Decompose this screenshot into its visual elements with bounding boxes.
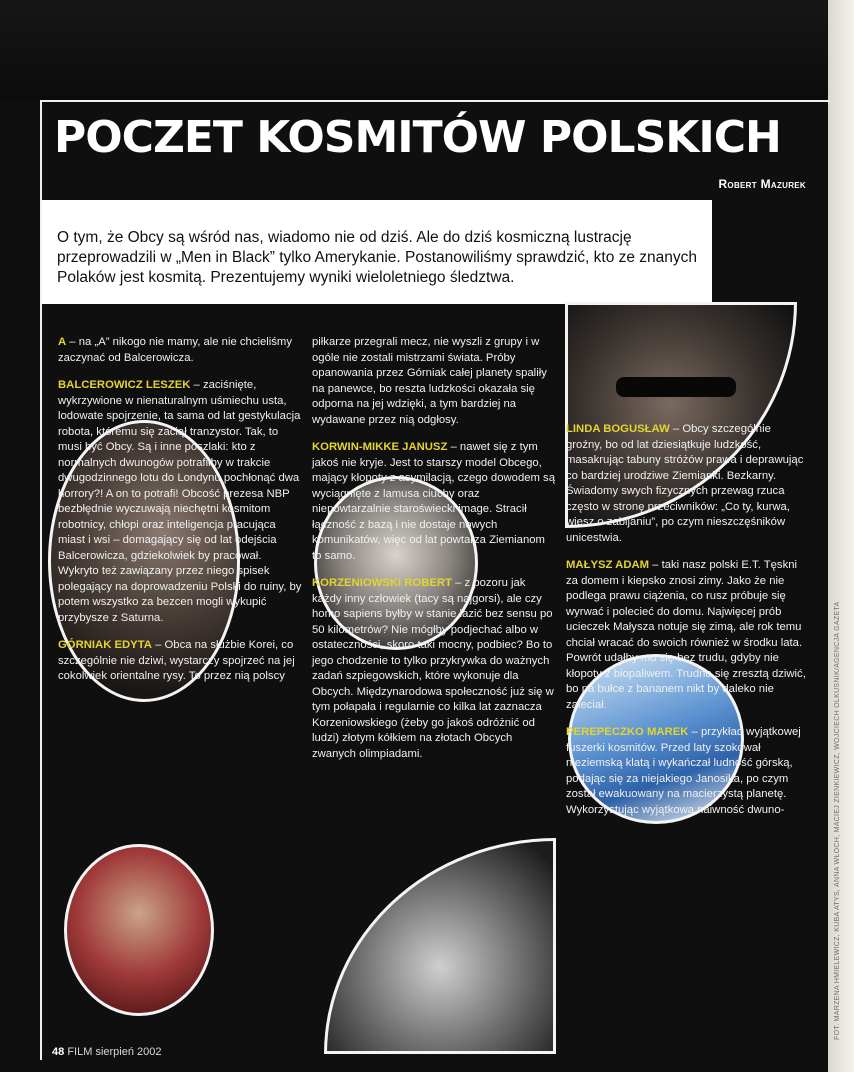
entry-text: piłkarze przegrali mecz, nie wyszli z grupy i w ogóle nie zostali mistrzami świata. Próby opanowania przez Górniak całej planety spaliły na panewce, bo reszta ludzkości okazała się odporna na jej wdzięki, a tym bardziej na wydawane przez nią odgłosy. bbox=[312, 336, 547, 426]
entry-gorniak-cont bbox=[312, 335, 556, 428]
article-title: POCZET KOSMITÓW POLSKICH bbox=[54, 112, 781, 163]
sunglasses-icon bbox=[616, 377, 736, 397]
entry-text: – Obca na służbie Korei, co szczególnie nie dziwi, wystarczy spojrzeć na jej cokolwiek orientalne rysy. To przez nią polscy bbox=[58, 639, 295, 682]
entry-balcerowicz bbox=[58, 378, 302, 626]
entry-perepeczko bbox=[566, 725, 806, 818]
entry-gorniak bbox=[58, 638, 302, 685]
entry-text: – przykład wyjątkowej fuszerki kosmitów. Przed laty szokował nieziemską klatą i wykańczał ludność górską, podając się za niejakiego Janosika, po czym został ewakuowany na macierzystą planetę. Wykorzystując wyjątkową naiwność dwuno- bbox=[566, 726, 801, 816]
entry-text: – zaciśnięte, wykrzywione w nienaturalnym uśmiechu usta, lodowate spojrzenie, ta sama od lat gestykulacja robota, któremu się zaciął tranzystor. Tak, to musi być Obcy. Są i inne poszlaki: kto z normalnych dwunogów potrafiłby w trakcie dwugodzinnego lotu do Londynu pochłonąć dwa horrory?! A on to potrafi! Obcość prezesa NBP bezbłędnie wyczuwają niechętni kosmitom robotnicy, chłopi oraz inteligencja pracująca miast i wsi – domagający się od lat odejścia Balcerowicza, gdziekolwiek by pracował. Wykryto też zawiązany przez niego spisek polegający na doprowadzeniu Polski do ruiny, by potem wszystko za bezcen mogli wykupić przybysze z Saturna. bbox=[58, 379, 302, 624]
entry-name: MAŁYSZ ADAM bbox=[566, 559, 650, 571]
entry-name: KORZENIOWSKI ROBERT bbox=[312, 577, 452, 589]
entry-name: BALCEROWICZ LESZEK bbox=[58, 379, 191, 391]
entry-malysz bbox=[566, 558, 806, 713]
entry-linda bbox=[566, 422, 806, 546]
column-3 bbox=[566, 422, 806, 830]
page-footer bbox=[52, 1046, 162, 1058]
gorniak-photo bbox=[64, 844, 214, 1016]
entry-name: KORWIN-MIKKE JANUSZ bbox=[312, 441, 448, 453]
magazine-name: FILM bbox=[67, 1046, 93, 1058]
intro-box bbox=[42, 200, 712, 304]
entry-text: – z pozoru jak każdy inny człowiek (tacy są najgorsi), ale czy homo sapiens byłby w stanie łazić bez sensu po 50 kilometrów? Nie mógłby podjechać albo w ostateczności, skoro taki mocny, podbiec? Bo to jego chodzenie to tylko przykrywka do ważnych zadań szpiegowskich, które wykonuje dla Obcych. Międzynarodowa społeczność już się w tym połapała i regularnie co kilka lat zaznacza Korzeniowskiego (żeby go jakoś odróżnić od ludzi) złotym kółkiem na złotach Obcych zwanych olimpiadami. bbox=[312, 577, 554, 760]
entry-name: PEREPECZKO MAREK bbox=[566, 726, 689, 738]
photo-credit: FOT. MARZENA HMIELEWICZ, KUBA ATYS, ANNA WŁOCH, MACIEJ ZIENKIEWICZ, WOJCIECH OLKUŚNIK/AGENCJA GAZETA bbox=[834, 601, 841, 1040]
article-author: Robert Mazurek bbox=[718, 177, 806, 191]
entry-text: – nawet się z tym jakoś nie kryje. Jest to starszy model Obcego, mający kłopoty z asymilacją, czego dowodem są wyciągnięte z lamusa ciuchy oraz niepowtarzalnie staroświecki image. Stracił łączność z bazą i nie dostaje nowych komunikatów, więc od lat powtarza Ziemianom to samo. bbox=[312, 441, 555, 562]
entry-korzeniowski bbox=[312, 576, 556, 762]
entry-name: GÓRNIAK EDYTA bbox=[58, 639, 152, 651]
page-gutter bbox=[828, 0, 854, 1072]
column-2 bbox=[312, 335, 556, 774]
entry-text: – Obcy szczególnie groźny, bo od lat dziesiątkuje ludzkość, masakrując tabuny stróżów prawa i deprawując co bardziej urodziwe Ziemianki. Bezkarny. Świadomy swych fizycznych przewag rzuca często w stronę przeciwników: „Co ty, kurwa, wiesz o zabijaniu”, po czym nieszczęśników unicestwia. bbox=[566, 423, 804, 544]
intro-text: O tym, że Obcy są wśród nas, wiadomo nie od dziś. Ale do dziś kosmiczną lustrację przeprowadzili w „Men in Black” tylko Amerykanie. Postanowiliśmy sprawdzić, kto ze znanych Polaków jest kosmitą. Prezentujemy wyniki wieloletniego śledztwa. bbox=[57, 229, 698, 286]
entry-name: LINDA BOGUSŁAW bbox=[566, 423, 670, 435]
top-background bbox=[0, 0, 854, 100]
entry-text: – taki nasz polski E.T. Tęskni za domem i kiepsko znosi zimy. Jako że nie podlega prawu ciążenia, co rusz próbuje się wyrwać i polecieć do domu. Najwięcej prób ucieczek Małysza notuje się zimą, ale rok temu chciał wracać do swoich również w środku lata. Powrót udałby mu się bez trudu, gdyby nie kłopoty z biopaliwem. Trudno się zresztą dziwić, bo na bułce z bananem nikt by daleko nie zaleciał. bbox=[566, 559, 806, 711]
page-number: 48 bbox=[52, 1046, 65, 1058]
entry-a bbox=[58, 335, 302, 366]
column-1 bbox=[58, 335, 302, 697]
entry-text: – na „A” nikogo nie mamy, ale nie chcieliśmy zaczynać od Balcerowicza. bbox=[58, 336, 292, 364]
entry-name: A bbox=[58, 336, 67, 348]
issue-date: sierpień 2002 bbox=[95, 1046, 162, 1058]
entry-korwin bbox=[312, 440, 556, 564]
